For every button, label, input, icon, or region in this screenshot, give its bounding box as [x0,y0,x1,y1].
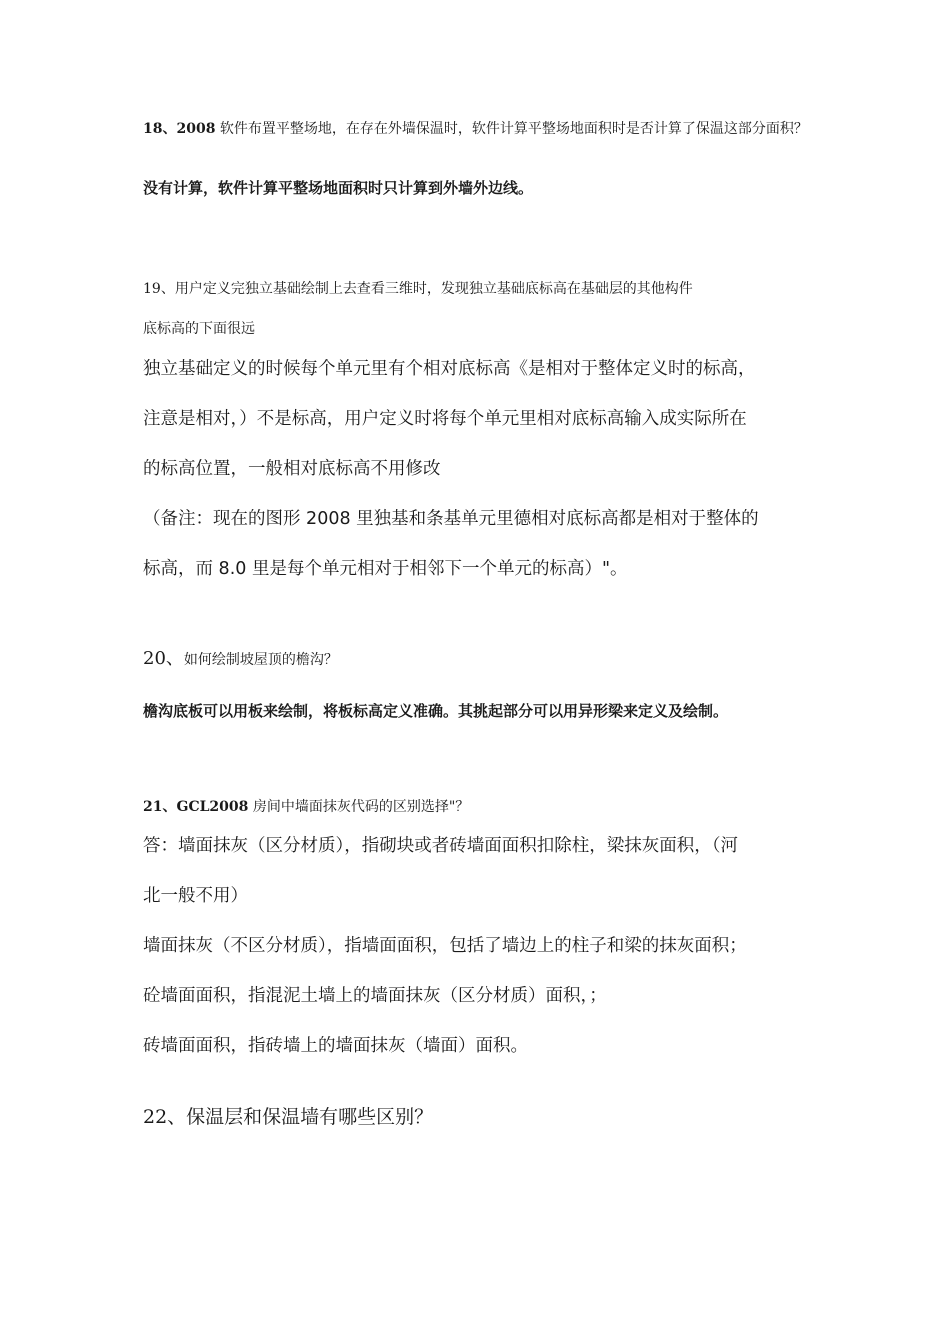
answer-21 [143,821,833,1071]
answer-19-line: 注意是相对，）不是标高，用户定义时将每个单元里相对底标高输入成实际所在 [143,409,747,429]
question-18-text: 软件布置平整场地，在存在外墙保温时，软件计算平整场地面积时是否计算了保温这部分面积？ [215,121,808,137]
answer-20: 檐沟底板可以用板来绘制，将板标高定义准确。其挑起部分可以用异形梁来定义及绘制。 [143,702,729,720]
answer-19-line: 的标高位置，一般相对底标高不用修改 [143,459,441,479]
question-18 [143,117,823,142]
question-18-number: 18、2008 [143,121,216,137]
question-22: 22、保温层和保温墙有哪些区别？ [143,1106,434,1128]
answer-18: 没有计算，软件计算平整场地面积时只计算到外墙外边线。 [143,179,534,197]
question-19-line-1: 19、用户定义完独立基础绘制上去查看三维时，发现独立基础底标高在基础层的其他构件 [143,281,693,297]
answer-19-note [143,494,833,594]
answer-21-line: 墙面抹灰（不区分材质），指墙面面积，包括了墙边上的柱子和梁的抹灰面积； [143,936,747,956]
question-20 [143,646,823,673]
answer-19-line: 独立基础定义的时候每个单元里有个相对底标高《是相对于整体定义时的标高， [143,359,756,379]
question-19-line-2: 底标高的下面很远 [143,321,255,337]
answer-19-note-line: 标高，而 8.0 里是每个单元相对于相邻下一个单元的标高）"。 [143,559,628,579]
answer-21-line: 北一般不用） [143,886,248,906]
question-21-text: 房间中墙面抹灰代码的区别选择"？ [248,799,470,815]
question-21-number: 21、GCL2008 [143,799,249,815]
answer-19-note-line: （备注：现在的图形 2008 里独基和条基单元里德相对底标高都是相对于整体的 [143,509,759,529]
answer-21-line: 砼墙面面积，指混泥土墙上的墙面抹灰（区分材质）面积，； [143,986,607,1006]
question-20-number: 20、 [143,648,184,669]
answer-21-line: 答：墙面抹灰（区分材质），指砌块或者砖墙面面积扣除柱，梁抹灰面积，（河 [143,836,738,856]
question-20-text: 如何绘制坡屋顶的檐沟？ [183,652,338,668]
answer-21-line: 砖墙面面积，指砖墙上的墙面抹灰（墙面）面积。 [143,1036,528,1056]
answer-19 [143,344,833,494]
question-21 [143,795,823,819]
